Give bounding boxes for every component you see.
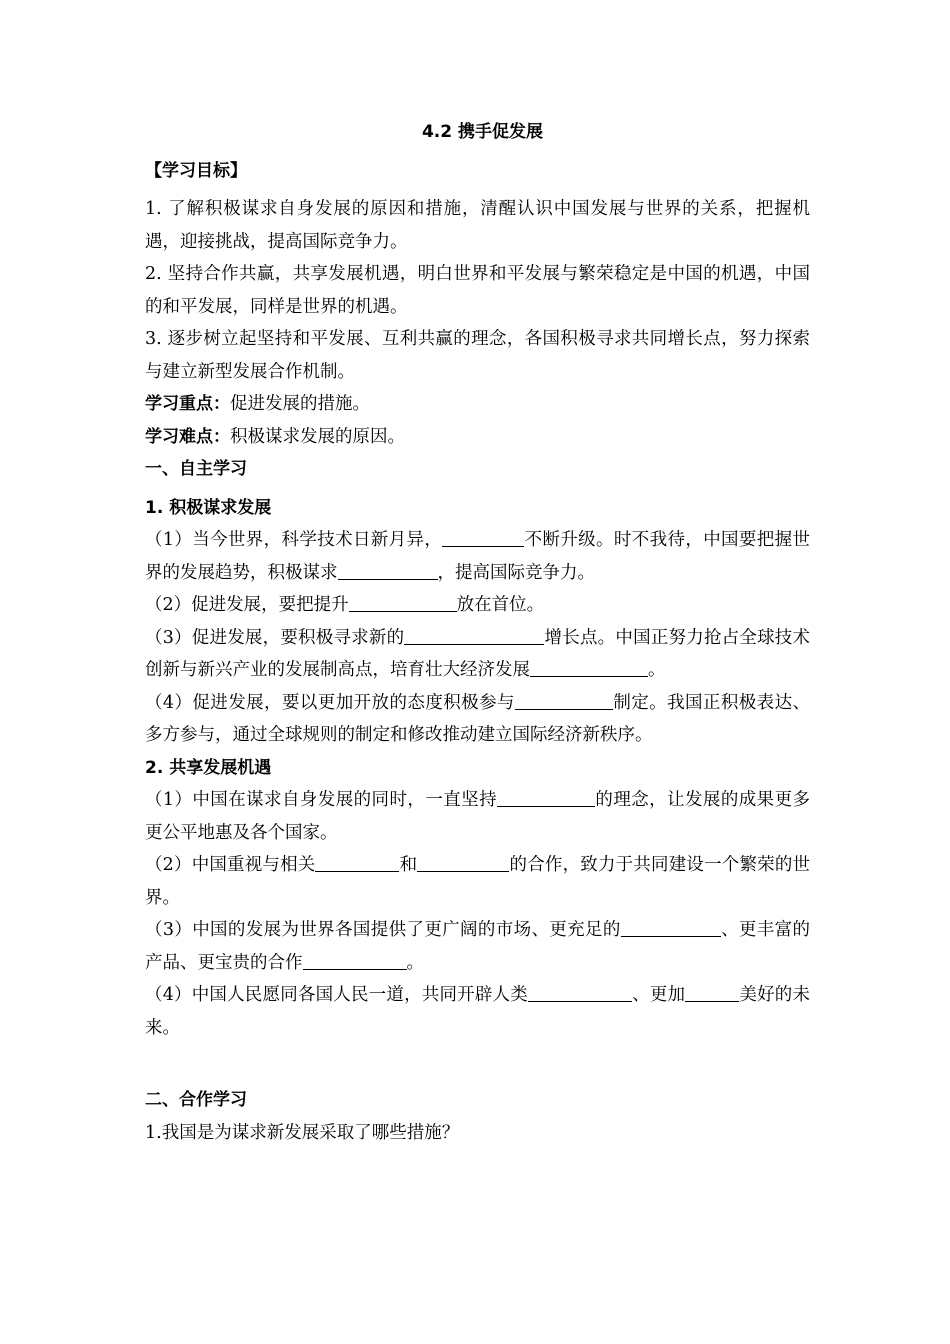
objectives-heading: 【学习目标】	[145, 160, 247, 181]
text-segment: 不断升级。时不我待，中国要把握世界的发展趋势，积极谋求	[145, 530, 810, 583]
fill-item-1-2	[145, 589, 810, 622]
text-segment: 。	[648, 660, 666, 680]
text-segment: （3）中国的发展为世界各国提供了更广阔的市场、更充足的	[145, 920, 621, 940]
text-segment: （3）促进发展，要积极寻求新的	[145, 627, 405, 648]
question-1: 1.我国是为谋求新发展采取了哪些措施？	[145, 1122, 460, 1143]
fill-item-2-3	[145, 914, 810, 979]
fill-item-1-3	[145, 622, 810, 687]
text-segment: 美好的未来。	[145, 985, 810, 1038]
fill-blank[interactable]	[497, 786, 595, 807]
difficult-point-label: 学习难点：	[145, 426, 230, 447]
fill-blank[interactable]	[530, 656, 648, 677]
fill-item-1-1	[145, 524, 810, 589]
fill-blank[interactable]	[315, 851, 399, 872]
text-segment: （4）促进发展，要以更加开放的态度积极参与	[145, 692, 515, 713]
document-title: 4.2 携手促发展	[421, 122, 544, 142]
text-segment: 放在首位。	[456, 595, 545, 615]
fill-blank[interactable]	[442, 526, 524, 547]
key-point	[145, 388, 810, 421]
text-segment: 的合作，致力于共同建设一个繁荣的世界。	[145, 855, 810, 908]
text-segment: 。	[406, 952, 424, 973]
fill-blank[interactable]	[685, 981, 739, 1002]
subsection-2-heading: 2. 共享发展机遇	[145, 757, 272, 778]
difficult-point	[145, 421, 810, 454]
text-segment: （4）中国人民愿同各国人民一道，共同开辟人类	[145, 985, 528, 1005]
text-segment: 、更加	[631, 985, 686, 1005]
fill-blank[interactable]	[417, 851, 509, 872]
fill-blank[interactable]	[338, 559, 438, 580]
objective-1: 1. 了解积极谋求自身发展的原因和措施，清醒认识中国发展与世界的关系，把握机遇，迎接挑战，提高国际竞争力。	[145, 199, 810, 252]
text-segment: （1）当今世界，科学技术日新月异，	[145, 530, 443, 550]
fill-item-2-1	[145, 784, 810, 849]
text-segment: 的理念，让发展的成果更多更公平地惠及各个国家。	[145, 790, 810, 843]
text-segment: 、更丰富的产品、更宝贵的合作	[145, 920, 810, 973]
key-point-label: 学习重点：	[145, 394, 230, 414]
text-segment: （2）中国重视与相关	[145, 855, 316, 875]
text-segment: ，提高国际竞争力。	[437, 562, 595, 583]
objective-2: 2. 坚持合作共赢，共享发展机遇，明白世界和平发展与繁荣稳定是中国的机遇，中国的和平发展，同样是世界的机遇。	[145, 264, 810, 317]
section-2-heading: 二、合作学习	[145, 1090, 247, 1110]
fill-blank[interactable]	[515, 689, 613, 710]
difficult-point-text: 积极谋求发展的原因。	[230, 426, 405, 447]
subsection-1-heading: 1. 积极谋求发展	[145, 497, 272, 518]
text-segment: 和	[399, 855, 418, 875]
text-segment: （1）中国在谋求自身发展的同时，一直坚持	[145, 790, 497, 810]
document-content	[145, 116, 810, 1149]
text-segment: （2）促进发展，要把提升	[145, 595, 349, 615]
objective-3: 3. 逐步树立起坚持和平发展、互利共赢的理念，各国积极寻求共同增长点，努力探索与建立新型发展合作机制。	[145, 329, 810, 382]
fill-blank[interactable]	[404, 624, 544, 645]
fill-item-2-4	[145, 979, 810, 1044]
fill-blank[interactable]	[528, 981, 632, 1002]
key-point-text: 促进发展的措施。	[230, 394, 370, 414]
text-segment: 增长点。中国正努力抢占全球技术创新与新兴产业的发展制高点，培育壮大经济发展	[145, 627, 811, 680]
fill-item-1-4	[145, 687, 810, 752]
fill-blank[interactable]	[303, 949, 407, 970]
fill-blank[interactable]	[349, 591, 457, 612]
fill-blank[interactable]	[621, 916, 721, 937]
fill-item-2-2	[145, 849, 810, 914]
section-1-heading: 一、自主学习	[145, 459, 247, 479]
text-segment: 制定。我国正积极表达、多方参与，通过全球规则的制定和修改推动建立国际经济新秩序。	[145, 692, 810, 745]
